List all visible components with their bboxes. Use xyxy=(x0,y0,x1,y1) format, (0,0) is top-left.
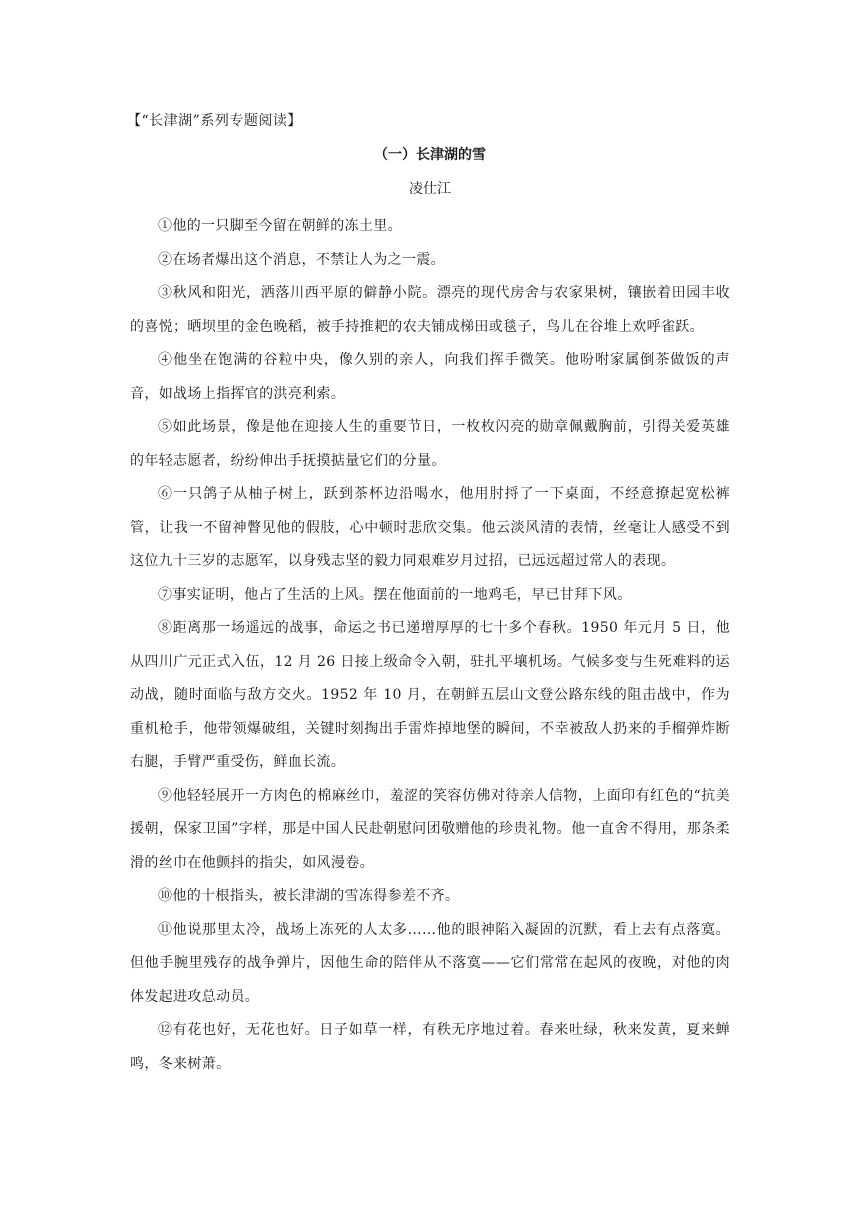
paragraph-1: ①他的一只脚至今留在朝鲜的冻土里。 xyxy=(158,218,402,234)
paragraph-11: ⑪他说那里太冷，战场上冻死的人太多……他的眼神陷入凝固的沉默，看上去有点落寞。但他手腕里残存的战争弹片，因他生命的陪伴从不落寞——它们常常在起风的夜晚，对他的肉体发起进攻总动员。 xyxy=(130,921,730,1005)
series-header: 【“长津湖”系列专题阅读】 xyxy=(127,113,302,129)
paragraph-7: ⑦事实证明，他占了生活的上风。摆在他面前的一地鸡毛，早已甘拜下风。 xyxy=(158,586,632,603)
article-author: 凌仕江 xyxy=(409,181,451,197)
paragraph-6: ⑥一只鸽子从柚子树上，跃到茶杯边沿喝水，他用肘捋了一下桌面，不经意撩起宽松裤管，让我一不留神瞥见他的假肢，心中顿时悲欣交集。他云淡风清的表情，丝毫让人感受不到这位九十三岁的志愿军，以身残志坚的毅力同艰难岁月过招，已远远超过常人的表现。 xyxy=(130,486,730,569)
paragraph-5: ⑤如此场景，像是他在迎接人生的重要节日，一枚枚闪亮的勋章佩戴胸前，引得关爱英雄的年轻志愿者，纷纷伸出手抚摸掂量它们的分量。 xyxy=(130,419,730,469)
paragraph-3: ③秋风和阳光，洒落川西平原的僻静小院。漂亮的现代房舍与农家果树，镶嵌着田园丰收的喜悦；晒坝里的金色晚稻，被手持推耙的农夫铺成梯田或毯子，鸟儿在谷堆上欢呼雀跃。 xyxy=(130,285,730,335)
paragraph-4: ④他坐在饱满的谷粒中央，像久别的亲人，向我们挥手微笑。他吩咐家属倒茶做饭的声音，如战场上指挥官的洪亮利索。 xyxy=(130,352,730,402)
paragraph-10: ⑩他的十根指头，被长津湖的雪冻得参差不齐。 xyxy=(158,888,460,904)
document-page xyxy=(127,108,730,1081)
article-title: （一）长津湖的雪 xyxy=(374,147,486,163)
paragraph-2: ②在场者爆出这个消息，不禁让人为之一震。 xyxy=(158,251,445,268)
paragraph-12: ⑫有花也好，无花也好。日子如草一样，有秩无序地过着。春来吐绿，秋来发黄，夏来蝉鸣，冬来树萧。 xyxy=(130,1022,730,1072)
paragraph-9: ⑨他轻轻展开一方肉色的棉麻丝巾，羞涩的笑容仿佛对待亲人信物，上面印有红色的“抗美援朝，保家卫国”字样，那是中国人民赴朝慰问团敬赠他的珍贵礼物。他一直舍不得用，那条柔滑的丝巾在他颤抖的指尖，如风漫卷。 xyxy=(130,787,730,871)
paragraph-8: ⑧距离那一场遥远的战事，命运之书已递增厚厚的七十多个春秋。1950 年元月 5 日，他从四川广元正式入伍，12 月 26 日接上级命令入朝，驻扎平壤机场。气候多变与生死难料的运动战，随时面临与敌方交火。1952 年 10 月，在朝鲜五层山文登公路东线的阻击战中，作为重机枪手，他带领爆破组，关键时刻掏出手雷炸掉地堡的瞬间，不幸被敌人扔来的手榴弹炸断右腿，手臂严重受伤，鲜血长流。 xyxy=(130,620,730,770)
